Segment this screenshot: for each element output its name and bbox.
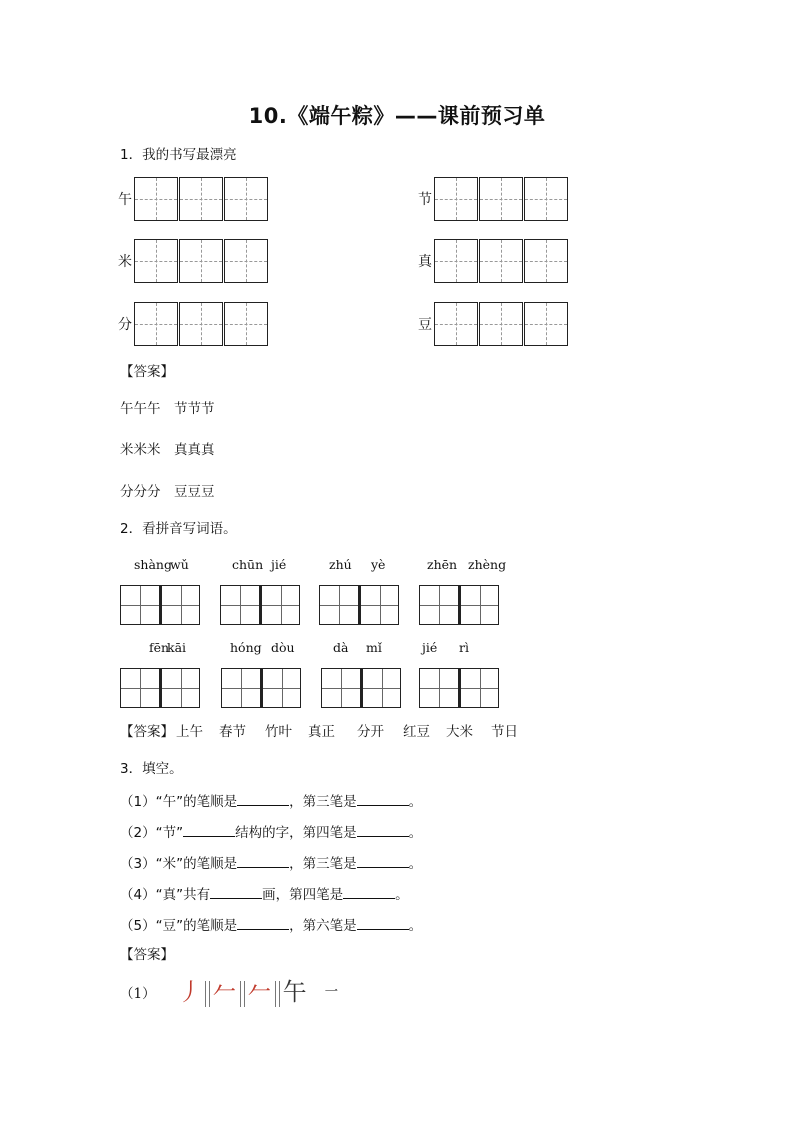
answer-number: （1） [120,986,156,1002]
page-title: 10.《端午粽》——课前预习单 [248,104,546,128]
item-text: ，第三笔是 [289,856,357,872]
char-label: 真 [418,254,432,270]
pinyin: mǐ [366,640,382,655]
item-text: “午”的笔顺是 [155,794,238,810]
q1-heading: 1．我的书写最漂亮 [120,147,237,163]
item-text: ，第六笔是 [289,918,357,934]
q1-row-right-3 [418,302,569,346]
pinyin: dòu [271,640,295,655]
stroke-step: 丿 [177,978,202,1006]
divider [205,981,210,1007]
q2-answer-word: 春节 [219,724,246,740]
item-text: 。 [408,918,423,934]
q1-answer-line: 米米米 真真真 [120,442,215,458]
stroke-order-sequence [178,972,307,1007]
q3-item [120,915,422,935]
stroke-step: 午 [282,978,307,1006]
q3-answer-1 [120,972,338,1007]
pinyin: kāi [167,640,187,655]
fill-blank[interactable] [210,884,262,899]
q1-row-right-1 [418,177,569,221]
q1-row-right-2 [418,239,569,283]
fill-blank[interactable] [237,853,289,868]
q3-item [120,791,422,811]
pinyin: jié [422,640,438,655]
char-label: 午 [118,192,132,208]
fill-blank[interactable] [183,822,235,837]
item-text: 画，第四笔是 [262,887,344,903]
pinyin: jié [271,557,287,572]
item-number: （1） [120,794,156,810]
fill-blank[interactable] [343,884,395,899]
q3-item [120,884,409,904]
answer-box-pair[interactable] [221,668,301,708]
answer-box-pair[interactable] [321,668,401,708]
q1-answer-label: 【答案】 [120,364,174,380]
pinyin: wǔ [170,557,189,572]
answer-box-pair[interactable] [419,585,499,625]
char-label: 分 [118,317,132,333]
item-text: 。 [408,794,423,810]
answer-box-pair[interactable] [120,585,200,625]
fill-blank[interactable] [357,915,409,930]
writing-grid[interactable] [134,239,269,283]
q2-answer-word: 分开 [357,724,384,740]
q2-answer-word: 大米 [446,724,473,740]
item-text: 。 [395,887,409,903]
char-label: 米 [118,254,132,270]
char-label: 节 [418,192,432,208]
fill-blank[interactable] [357,853,409,868]
q2-heading: 2．看拼音写词语。 [120,521,237,537]
item-text: “真”共有 [155,887,211,903]
char-label: 豆 [418,317,432,333]
writing-grid[interactable] [434,177,569,221]
pinyin: rì [459,640,469,655]
item-number: （4） [120,887,156,903]
pinyin: hóng [230,640,262,655]
q2-answer-word: 真正 [308,724,335,740]
pinyin: zhú [329,557,352,572]
fill-blank[interactable] [357,822,409,837]
fill-blank[interactable] [357,791,409,806]
writing-grid[interactable] [434,302,569,346]
q3-item [120,853,422,873]
pinyin: zhèng [468,557,507,572]
q2-answer-word: 竹叶 [265,724,292,740]
q1-row-left-2 [118,239,269,283]
q1-row-left-1 [118,177,269,221]
pinyin: yè [371,557,386,572]
item-number: （3） [120,856,156,872]
item-text: 。 [408,856,423,872]
q3-answer-label: 【答案】 [120,947,174,963]
divider [275,981,280,1007]
q2-answer-word: 红豆 [403,724,430,740]
item-number: （5） [120,918,156,934]
q3-heading: 3．填空。 [120,761,183,777]
q2-answer-word: 节日 [491,724,518,740]
writing-grid[interactable] [134,302,269,346]
writing-grid[interactable] [434,239,569,283]
q1-answer-line: 分分分 豆豆豆 [120,484,215,500]
third-stroke-answer: 一 [324,984,339,1000]
answer-box-pair[interactable] [120,668,200,708]
pinyin: chūn [232,557,264,572]
item-text: 结构的字，第四笔是 [235,825,357,841]
answer-box-pair[interactable] [319,585,399,625]
pinyin: zhēn [427,557,458,572]
pinyin: fēn [149,640,170,655]
pinyin: dà [333,640,349,655]
q2-answer-word: 上午 [176,724,203,740]
q2-answer-label: 【答案】 [120,724,174,740]
item-text: ，第三笔是 [289,794,357,810]
answer-box-pair[interactable] [419,668,499,708]
q3-item [120,822,422,842]
divider [240,981,245,1007]
stroke-step: 𠂉 [247,978,272,1006]
item-text: 。 [408,825,423,841]
item-number: （2） [120,825,156,841]
answer-box-pair[interactable] [220,585,300,625]
item-text: “米”的笔顺是 [155,856,238,872]
stroke-step: 𠂉 [212,978,237,1006]
q1-answer-line: 午午午 节节节 [120,401,215,417]
writing-grid[interactable] [134,177,269,221]
fill-blank[interactable] [237,915,289,930]
item-text: “节” [155,825,184,841]
pinyin: shàng [134,557,172,572]
item-text: “豆”的笔顺是 [155,918,238,934]
fill-blank[interactable] [237,791,289,806]
q1-row-left-3 [118,302,269,346]
